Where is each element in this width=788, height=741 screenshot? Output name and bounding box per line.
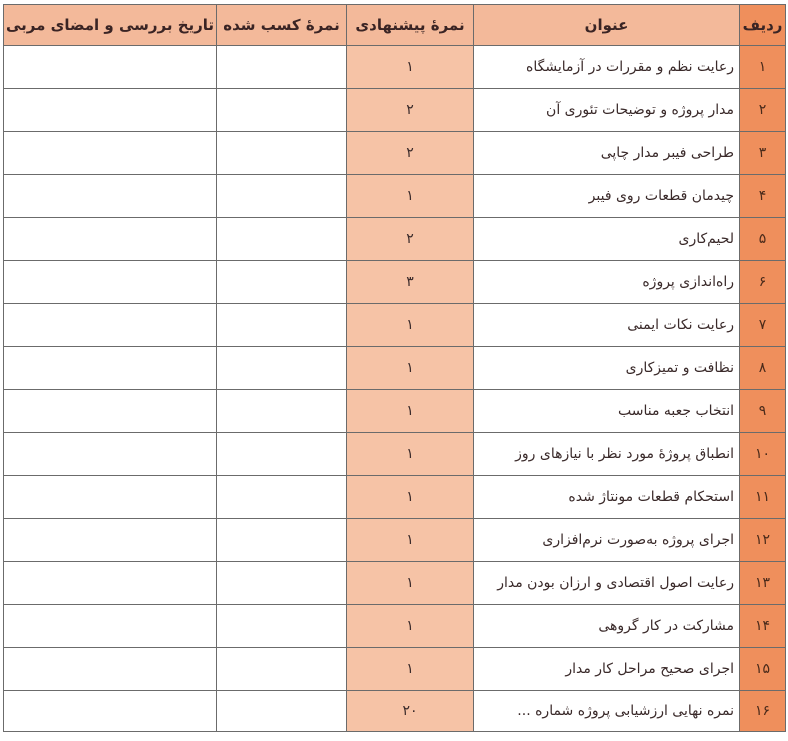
row-title: چیدمان قطعات روی فیبر <box>474 175 740 218</box>
row-obtained-score-cell[interactable] <box>217 347 347 390</box>
row-number: ۱۱ <box>740 476 786 519</box>
table-row <box>4 89 786 132</box>
table-row <box>4 433 786 476</box>
row-title: انطباق پروژهٔ مورد نظر با نیازهای روز <box>474 433 740 476</box>
row-number: ۱۰ <box>740 433 786 476</box>
table-row <box>4 218 786 261</box>
row-title: مدار پروژه و توضیحات تئوری آن <box>474 89 740 132</box>
row-number: ۱۲ <box>740 519 786 562</box>
row-obtained-score-cell[interactable] <box>217 519 347 562</box>
row-title: نمره نهایی ارزشیابی پروژه شماره ... <box>474 691 740 732</box>
row-obtained-score-cell[interactable] <box>217 605 347 648</box>
row-suggested-score: ۳ <box>347 261 474 304</box>
row-number: ۷ <box>740 304 786 347</box>
row-review-signature-cell[interactable] <box>4 433 217 476</box>
row-obtained-score-cell[interactable] <box>217 261 347 304</box>
table-row <box>4 46 786 89</box>
table-row <box>4 261 786 304</box>
row-obtained-score-cell[interactable] <box>217 433 347 476</box>
evaluation-table <box>3 4 786 732</box>
row-suggested-score: ۲ <box>347 132 474 175</box>
row-suggested-score: ۱ <box>347 562 474 605</box>
row-review-signature-cell[interactable] <box>4 519 217 562</box>
header-title: عنوان <box>474 5 740 46</box>
table-row <box>4 605 786 648</box>
row-obtained-score-cell[interactable] <box>217 218 347 261</box>
row-title: اجرای صحیح مراحل کار مدار <box>474 648 740 691</box>
table-row <box>4 132 786 175</box>
row-obtained-score-cell[interactable] <box>217 132 347 175</box>
row-number: ۱ <box>740 46 786 89</box>
row-title: انتخاب جعبه مناسب <box>474 390 740 433</box>
row-obtained-score-cell[interactable] <box>217 175 347 218</box>
row-review-signature-cell[interactable] <box>4 476 217 519</box>
header-row <box>4 5 786 46</box>
table-row <box>4 648 786 691</box>
row-suggested-score: ۱ <box>347 476 474 519</box>
row-review-signature-cell[interactable] <box>4 562 217 605</box>
row-number: ۵ <box>740 218 786 261</box>
row-obtained-score-cell[interactable] <box>217 648 347 691</box>
row-review-signature-cell[interactable] <box>4 304 217 347</box>
row-suggested-score: ۱ <box>347 46 474 89</box>
row-title: مشارکت در کار گروهی <box>474 605 740 648</box>
row-number: ۴ <box>740 175 786 218</box>
row-obtained-score-cell[interactable] <box>217 304 347 347</box>
row-number: ۱۳ <box>740 562 786 605</box>
table-row <box>4 304 786 347</box>
row-obtained-score-cell[interactable] <box>217 691 347 732</box>
table-row <box>4 390 786 433</box>
row-title: رعایت اصول اقتصادی و ارزان بودن مدار <box>474 562 740 605</box>
row-review-signature-cell[interactable] <box>4 89 217 132</box>
row-title: لحیم‌کاری <box>474 218 740 261</box>
header-suggested-score: نمرهٔ پیشنهادی <box>347 5 474 46</box>
row-review-signature-cell[interactable] <box>4 347 217 390</box>
row-suggested-score: ۱ <box>347 390 474 433</box>
row-review-signature-cell[interactable] <box>4 132 217 175</box>
table-row <box>4 562 786 605</box>
table-row <box>4 175 786 218</box>
row-title: رعایت نکات ایمنی <box>474 304 740 347</box>
row-obtained-score-cell[interactable] <box>217 390 347 433</box>
row-review-signature-cell[interactable] <box>4 46 217 89</box>
table-row <box>4 519 786 562</box>
row-obtained-score-cell[interactable] <box>217 562 347 605</box>
row-review-signature-cell[interactable] <box>4 691 217 732</box>
row-number: ۱۶ <box>740 691 786 732</box>
row-number: ۶ <box>740 261 786 304</box>
row-number: ۲ <box>740 89 786 132</box>
table-row <box>4 347 786 390</box>
row-title: نظافت و تمیزکاری <box>474 347 740 390</box>
row-title: اجرای پروژه به‌صورت نرم‌افزاری <box>474 519 740 562</box>
header-number: ردیف <box>740 5 786 46</box>
row-review-signature-cell[interactable] <box>4 390 217 433</box>
row-obtained-score-cell[interactable] <box>217 89 347 132</box>
row-title: طراحی فیبر مدار چاپی <box>474 132 740 175</box>
row-number: ۱۵ <box>740 648 786 691</box>
row-suggested-score: ۱ <box>347 519 474 562</box>
row-review-signature-cell[interactable] <box>4 648 217 691</box>
table-row <box>4 476 786 519</box>
row-suggested-score: ۲۰ <box>347 691 474 732</box>
row-number: ۹ <box>740 390 786 433</box>
row-suggested-score: ۱ <box>347 347 474 390</box>
row-number: ۳ <box>740 132 786 175</box>
row-suggested-score: ۱ <box>347 605 474 648</box>
row-obtained-score-cell[interactable] <box>217 476 347 519</box>
row-suggested-score: ۱ <box>347 648 474 691</box>
row-title: رعایت نظم و مقررات در آزمایشگاه <box>474 46 740 89</box>
row-suggested-score: ۱ <box>347 304 474 347</box>
row-title: راه‌اندازی پروژه <box>474 261 740 304</box>
row-number: ۱۴ <box>740 605 786 648</box>
header-review-date-signature: تاریخ بررسی و امضای مربی <box>4 5 217 46</box>
row-title: استحکام قطعات مونتاژ شده <box>474 476 740 519</box>
row-review-signature-cell[interactable] <box>4 605 217 648</box>
row-suggested-score: ۱ <box>347 433 474 476</box>
row-review-signature-cell[interactable] <box>4 218 217 261</box>
row-suggested-score: ۱ <box>347 175 474 218</box>
row-suggested-score: ۲ <box>347 218 474 261</box>
table-row <box>4 691 786 732</box>
header-obtained-score: نمرهٔ کسب شده <box>217 5 347 46</box>
row-review-signature-cell[interactable] <box>4 175 217 218</box>
row-review-signature-cell[interactable] <box>4 261 217 304</box>
row-suggested-score: ۲ <box>347 89 474 132</box>
row-number: ۸ <box>740 347 786 390</box>
row-obtained-score-cell[interactable] <box>217 46 347 89</box>
